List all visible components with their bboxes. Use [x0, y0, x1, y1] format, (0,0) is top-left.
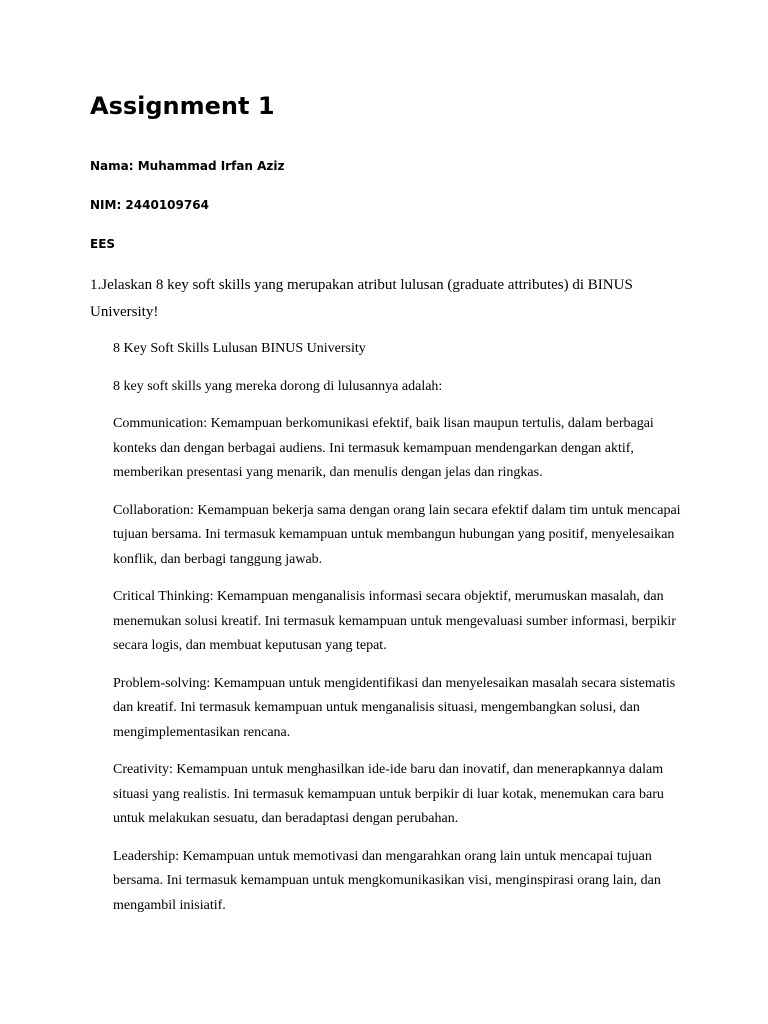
skill-paragraph-creativity: Creativity: Kemampuan untuk menghasilkan ide-ide baru dan inovatif, dan menerapkannya dalam situasi yang realistis. Ini termasuk kemampuan untuk berpikir di luar kotak, menemukan cara baru untuk melakukan sesuatu, dan beradaptasi dengan perubahan.	[113, 762, 664, 826]
skill-paragraph-collaboration: Collaboration: Kemampuan bekerja sama dengan orang lain secara efektif dalam tim untuk mencapai tujuan bersama. Ini termasuk kemampuan untuk membangun hubungan yang positif, menyelesaikan konflik, dan berbagi tanggung jawab.	[113, 502, 681, 567]
answer-body	[113, 337, 683, 918]
student-name-line: Nama: Muhammad Irfan Aziz	[90, 159, 285, 173]
skill-paragraph-problem-solving: Problem-solving: Kemampuan untuk mengidentifikasi dan menyelesaikan masalah secara sistematis dan kreatif. Ini termasuk kemampuan untuk menganalisis situasi, mengembangkan solusi, dan mengimplementasikan rencana.	[113, 675, 676, 740]
skill-paragraph-critical-thinking: Critical Thinking: Kemampuan menganalisis informasi secara objektif, merumuskan masalah, dan menemukan solusi kreatif. Ini termasuk kemampuan untuk mengevaluasi sumber informasi, berpikir secara logis, dan membuat keputusan yang tepat.	[113, 589, 676, 653]
section-heading: 8 Key Soft Skills Lulusan BINUS University	[113, 341, 366, 356]
course-line: EES	[90, 237, 116, 251]
skill-paragraph-leadership: Leadership: Kemampuan untuk memotivasi dan mengarahkan orang lain untuk mencapai tujuan bersama. Ini termasuk kemampuan untuk mengkomunikasikan visi, menginspirasi orang lain, dan mengambil inisiatif.	[113, 848, 661, 913]
document-title: Assignment 1	[90, 92, 275, 120]
student-nim-line: NIM: 2440109764	[90, 198, 209, 212]
question-text: 1.Jelaskan 8 key soft skills yang merupakan atribut lulusan (graduate attributes) di BINUS University!	[90, 277, 633, 320]
intro-paragraph: 8 key soft skills yang mereka dorong di lulusannya adalah:	[113, 378, 443, 394]
skill-paragraph-communication: Communication: Kemampuan berkomunikasi efektif, baik lisan maupun tertulis, dalam berbagai konteks dan dengan berbagai audiens. Ini termasuk kemampuan mendengarkan dengan aktif, memberikan presentasi yang menarik, dan menulis dengan jelas dan ringkas.	[113, 416, 654, 480]
